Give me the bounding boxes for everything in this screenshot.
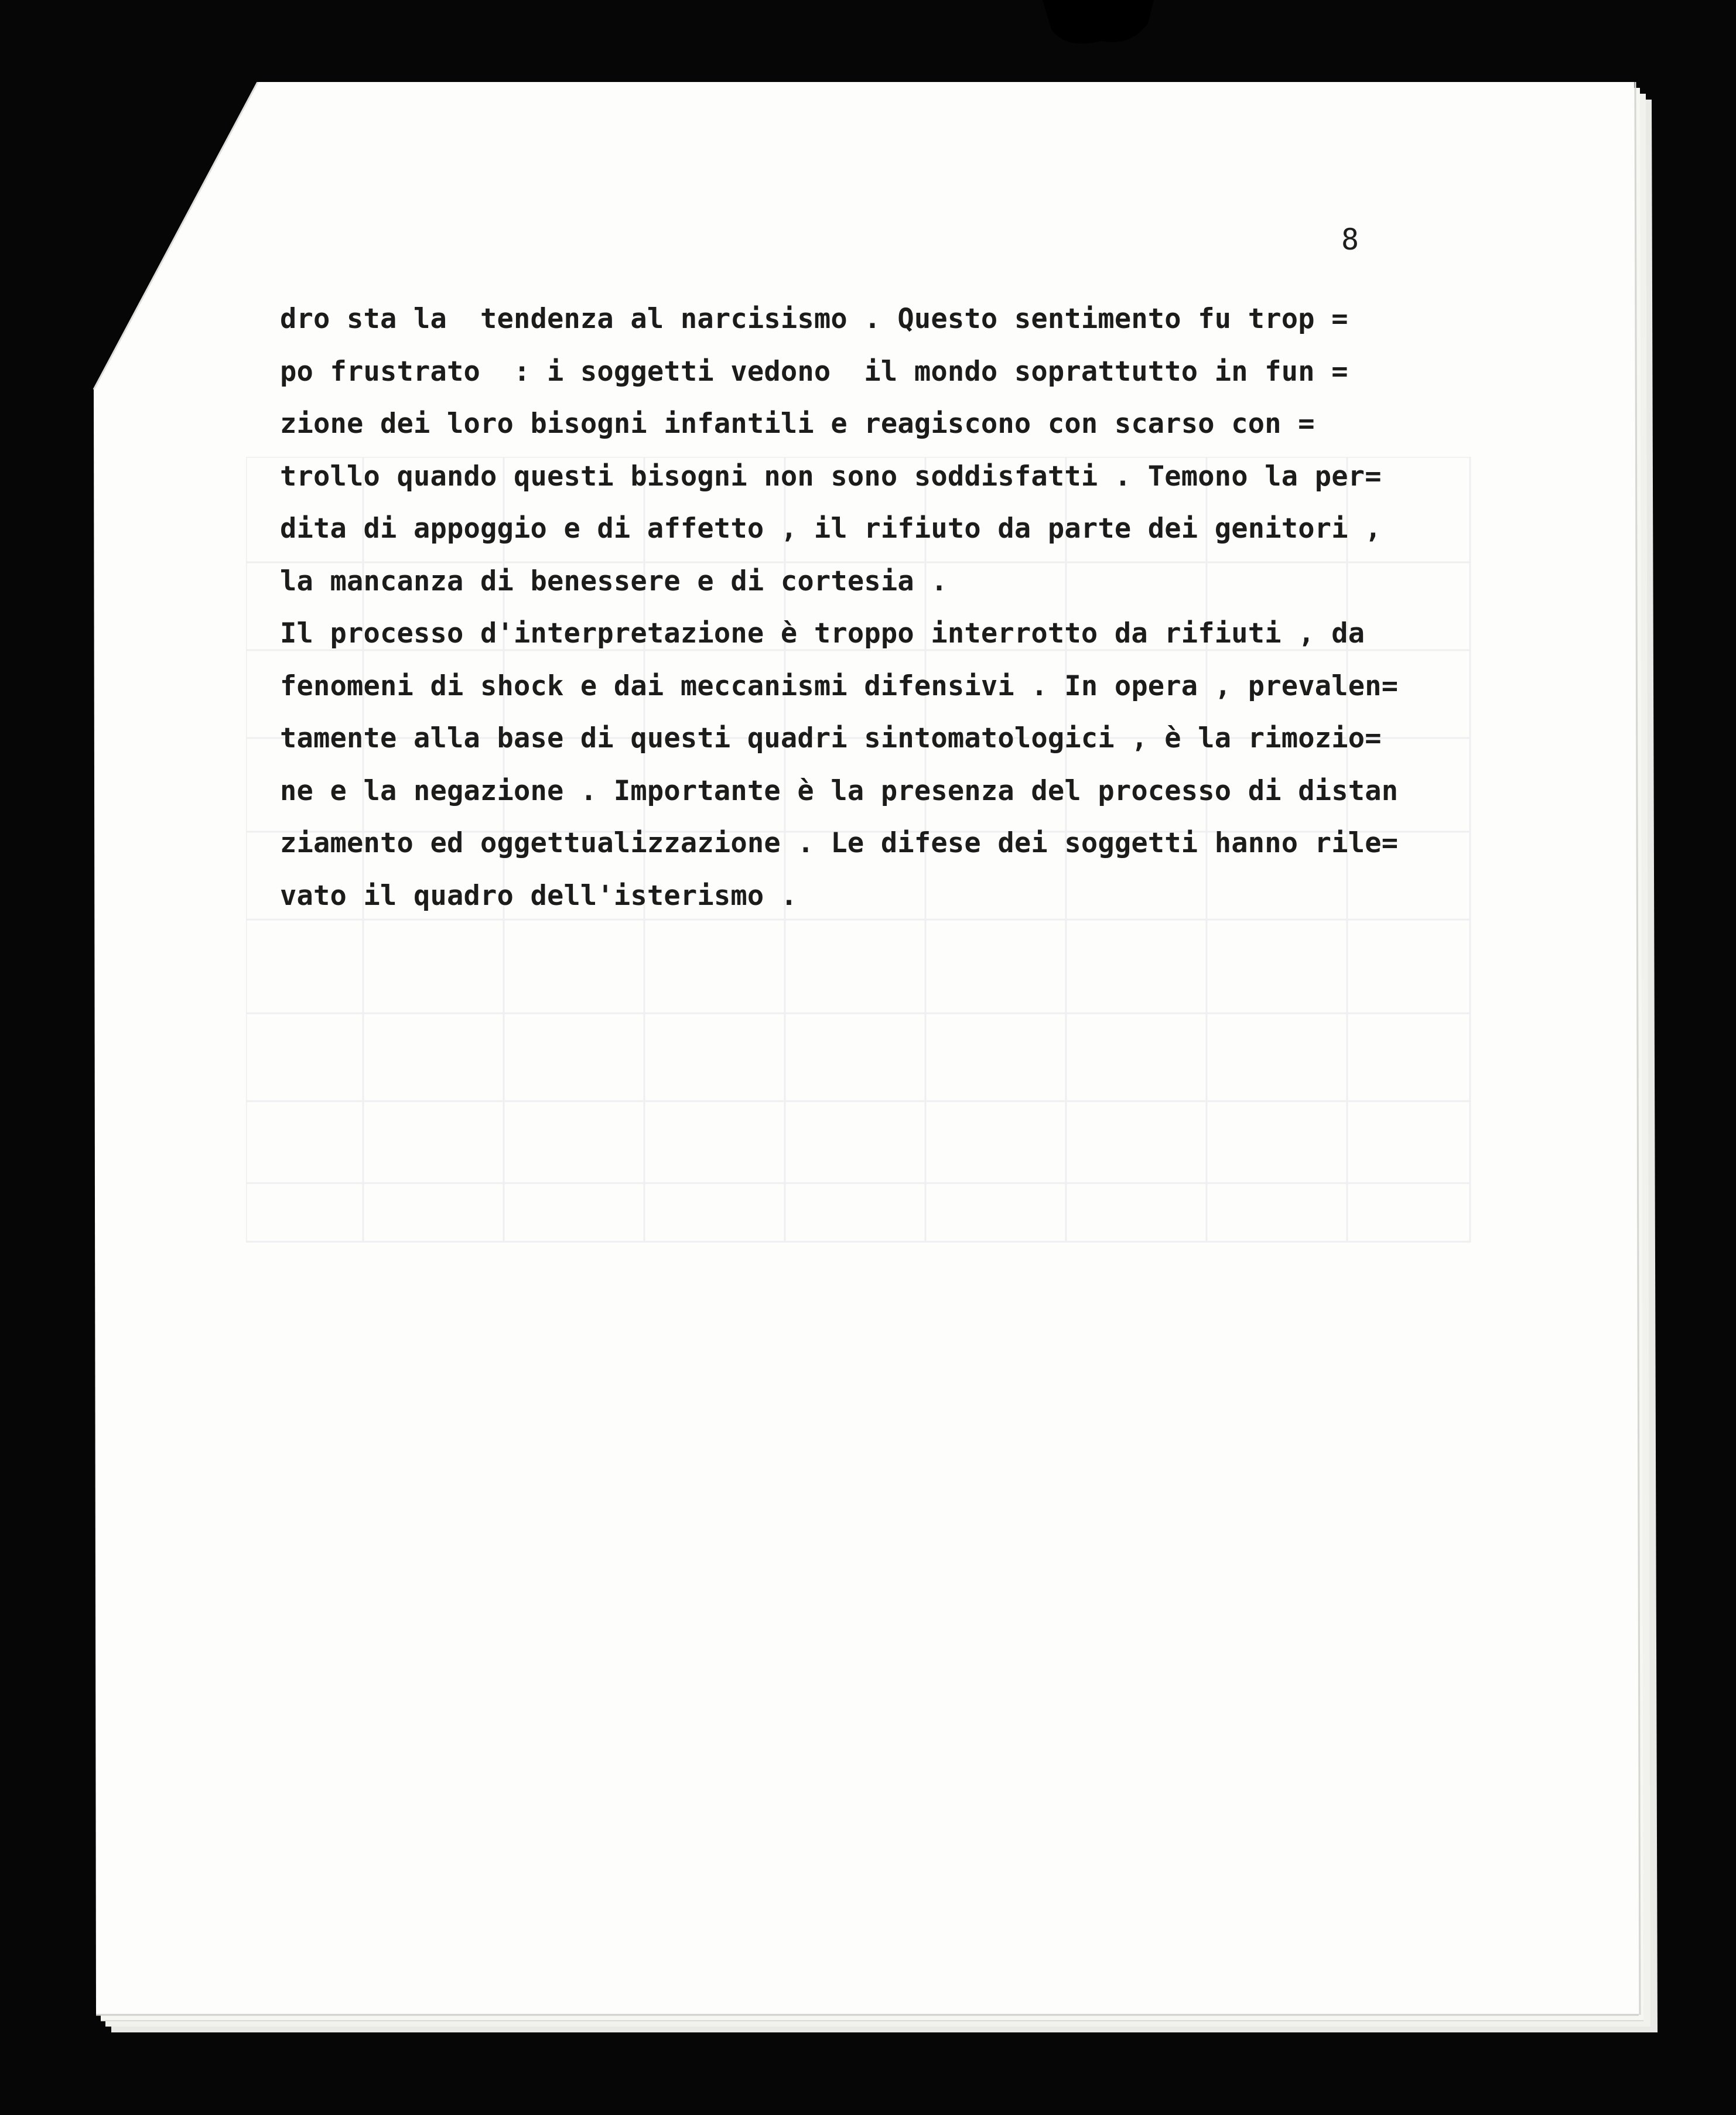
text-line: tamente alla base di questi quadri sintomatologici , è la rimozio= xyxy=(280,722,1382,754)
text-line: vato il quadro dell'isterismo . xyxy=(280,879,798,912)
page-number: 8 xyxy=(1341,223,1359,257)
text-line: la mancanza di benessere e di cortesia . xyxy=(280,565,948,597)
text-line: fenomeni di shock e dai meccanismi difensivi . In opera , prevalen= xyxy=(280,669,1399,702)
text-line: zione dei loro bisogni infantili e reagiscono con scarso con = xyxy=(280,408,1315,440)
text-line: ziamento ed oggettualizzazione . Le difese dei soggetti hanno rile= xyxy=(280,827,1399,859)
text-line: Il processo d'interpretazione è troppo interrotto da rifiuti , da xyxy=(280,617,1365,650)
text-line: dro sta la tendenza al narcisismo . Questo sentimento fu trop = xyxy=(280,303,1348,335)
body-paragraph xyxy=(280,293,1510,922)
text-line: dita di appoggio e di affetto , il rifiuto da parte dei genitori , xyxy=(280,512,1382,545)
text-line: trollo quando questi bisogni non sono soddisfatti . Temono la per= xyxy=(280,460,1382,493)
text-line: po frustrato : i soggetti vedono il mondo soprattutto in fun = xyxy=(280,355,1348,388)
text-line: ne e la negazione . Importante è la presenza del processo di distan xyxy=(280,774,1399,807)
